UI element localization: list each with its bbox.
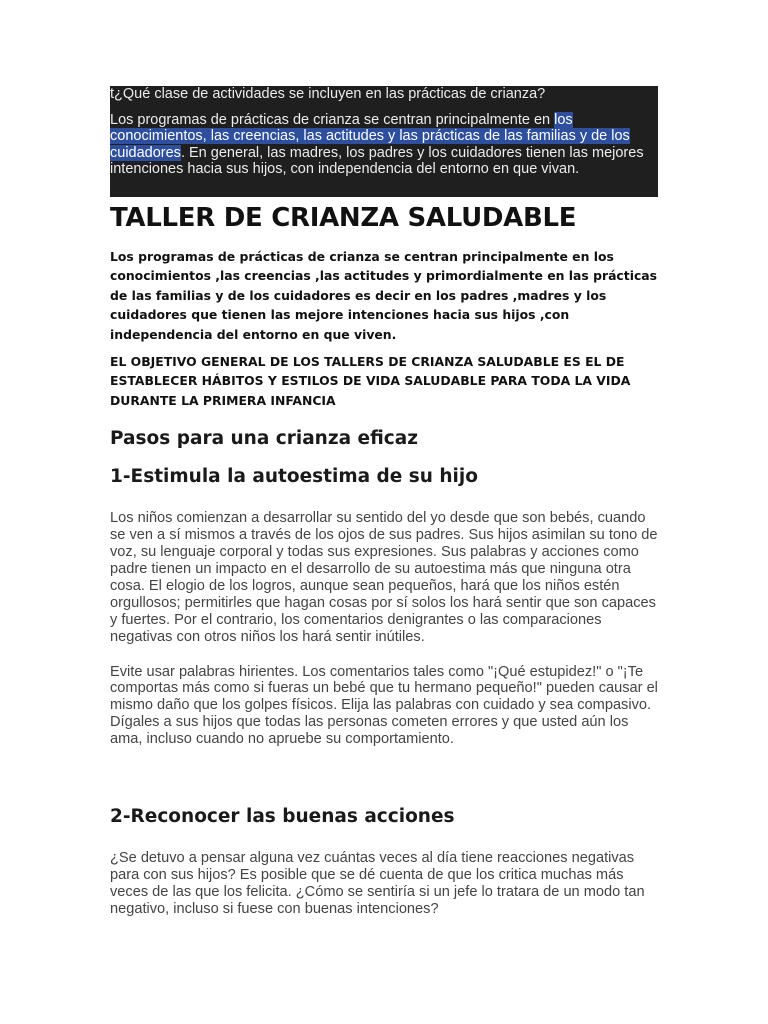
excerpt-text-start: Los programas de prácticas de crianza se centran principalmente en (110, 111, 555, 128)
step1-paragraph-1: Los niños comienzan a desarrollar su sentido del yo desde que son bebés, cuando se ven a sí mismos a través de los ojos de sus padres. Sus hijos asimilan su tono de voz, su lenguaje corporal y todas sus expresiones. Sus palabras y acciones como padre tienen un impacto en el desarrollo de su autoestima más que ninguna otra cosa. El elogio de los logros, aunque sean pequeños, hará que los niños estén orgullosos; permitirles que hagan cosas por sí solos los hará sentir que son capaces y fuertes. Por el contrario, los comentarios denigrantes o las comparaciones negativas con otros niños los hará sentir inútiles. (110, 510, 658, 645)
excerpt-highlighted-text[interactable]: los conocimientos, las creencias, las actitudes y las prácticas de las familias y de los cuidadores (110, 111, 630, 161)
excerpt-question: t¿Qué clase de actividades se incluyen en las prácticas de crianza? (110, 86, 546, 102)
intro-paragraph: Los programas de prácticas de crianza se centran principalmente en los conocimientos ,las creencias ,las actitudes y primordialmente en las prácticas de las familias y de los cuidadores es decir en los padres ,madres y los cuidadores que tienen las mejore intenciones hacia sus hijos ,con independencia del entorno en que viven. (110, 249, 658, 342)
excerpt-text-end: . En general, las madres, los padres y los cuidadores tienen las mejores intenciones hacia sus hijos, con independencia del entorno en que vivan. (110, 144, 644, 177)
step1-paragraph-2: Evite usar palabras hirientes. Los comentarios tales como "¡Qué estupidez!" o "¡Te comportas más como si fueras un bebé que tu hermano pequeño!" pueden causar el mismo daño que los golpes físicos. Elija las palabras con cuidado y sea compasivo. Dígales a sus hijos que todas las personas cometen errores y que usted aún los ama, incluso cuando no apruebe su comportamiento. (110, 663, 658, 748)
excerpt-paragraph (110, 112, 658, 178)
step2-heading: 2-Reconocer las buenas acciones (110, 806, 455, 828)
steps-heading: Pasos para una crianza eficaz (110, 428, 419, 450)
quoted-excerpt (110, 86, 658, 197)
document-content (110, 86, 658, 918)
step2-paragraph-1: ¿Se detuvo a pensar alguna vez cuántas veces al día tiene reacciones negativas para con sus hijos? Es posible que se dé cuenta de que los critica muchas más veces de las que los felicita. ¿Cómo se sentiría si un jefe lo tratara de un modo tan negativo, incluso si fuese con buenas intenciones? (110, 850, 645, 917)
document-title: TALLER DE CRIANZA SALUDABLE (110, 203, 577, 233)
step1-heading: 1-Estimula la autoestima de su hijo (110, 466, 478, 488)
objective-paragraph: EL OBJETIVO GENERAL DE LOS TALLERS DE CRIANZA SALUDABLE ES EL DE ESTABLECER HÁBITOS Y ESTILOS DE VIDA SALUDABLE PARA TODA LA VIDA DURANTE LA PRIMERA INFANCIA (110, 354, 631, 408)
